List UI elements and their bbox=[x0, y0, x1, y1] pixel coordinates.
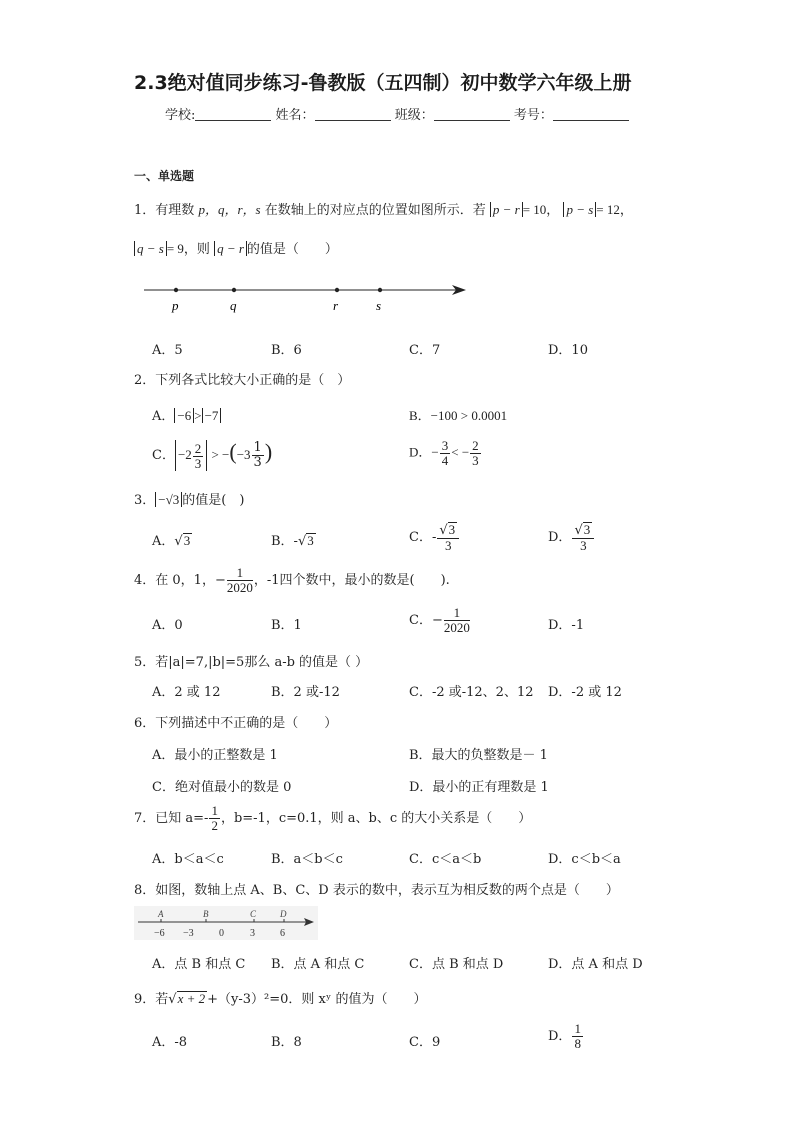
q1-label-p: p bbox=[172, 298, 179, 313]
q9-d-den: 8 bbox=[574, 1036, 581, 1051]
name-blank[interactable] bbox=[315, 108, 391, 121]
q9-text-pre: 9．若 bbox=[134, 992, 169, 1007]
q3-c-frac bbox=[437, 522, 459, 553]
q2-d-den: 4 bbox=[441, 453, 449, 468]
q7-option-b[interactable]: B．a＜b＜c bbox=[271, 852, 343, 867]
q3-b-prefix: B．- bbox=[271, 534, 298, 549]
q9-radicand: x + 2 bbox=[177, 991, 206, 1006]
q8-option-d[interactable]: D．点 A 和点 D bbox=[548, 957, 643, 972]
q2-a-abs2: −7 bbox=[202, 408, 222, 423]
q2-c-int: −2 bbox=[177, 447, 192, 462]
q3-c-den: 3 bbox=[444, 538, 452, 553]
q7-option-d[interactable]: D．c＜b＜a bbox=[548, 852, 621, 867]
q2-d-frac1 bbox=[440, 439, 451, 468]
q1-label-r: r bbox=[333, 298, 339, 313]
q2-a-abs1: −6 bbox=[174, 408, 194, 423]
number-blank[interactable] bbox=[553, 108, 629, 121]
class-blank[interactable] bbox=[434, 108, 510, 121]
q7-text-post: ，b=-1，c=0.1，则 a、b、c 的大小关系是（ ） bbox=[220, 811, 532, 826]
q3-a-val: 3 bbox=[183, 533, 191, 548]
q1-abs-qr: q − r bbox=[214, 241, 247, 256]
q3-ask: 的值是( ) bbox=[182, 493, 245, 508]
q3-b-radical: √ bbox=[297, 534, 307, 549]
q5-option-a[interactable]: A．2 或 12 bbox=[152, 685, 221, 700]
q1-option-c[interactable]: C．7 bbox=[409, 343, 441, 358]
school-label: 学校: bbox=[165, 108, 196, 123]
q5-option-c[interactable]: C．-2 或-12、2、12 bbox=[409, 685, 534, 700]
q2-c-prefix: C． bbox=[152, 448, 175, 463]
q3-c-prefix: C．- bbox=[409, 530, 437, 545]
q5-option-b[interactable]: B．2 或-12 bbox=[271, 685, 340, 700]
q3-option-b[interactable] bbox=[271, 530, 316, 549]
question-6: 6．下列描述中不正确的是（ ） bbox=[134, 716, 338, 731]
q7-den: 2 bbox=[211, 818, 218, 833]
q8-option-c[interactable]: C．点 B 和点 D bbox=[409, 957, 504, 972]
question-8: 8．如图，数轴上点 A、B、C、D 表示的数中，表示互为相反数的两个点是（ ） bbox=[134, 883, 619, 898]
q1-label-s: s bbox=[376, 298, 382, 313]
q3-c-num-wrap bbox=[437, 522, 459, 539]
q9-option-c[interactable]: C．9 bbox=[409, 1035, 441, 1050]
question-3 bbox=[134, 489, 244, 508]
q8-tick-label-neg6: −6 bbox=[154, 928, 165, 939]
q7-option-c[interactable]: C．c＜a＜b bbox=[409, 852, 482, 867]
class-label: 班级： bbox=[394, 108, 434, 123]
q2-d-prefix: D．− bbox=[409, 444, 439, 460]
q6-option-c[interactable]: C．绝对值最小的数是 0 bbox=[152, 780, 292, 795]
q6-option-a[interactable]: A．最小的正整数是 1 bbox=[152, 748, 278, 763]
name-label: 姓名： bbox=[275, 108, 315, 123]
q1-number: 1． bbox=[134, 203, 156, 218]
q8-label-d: D bbox=[280, 909, 287, 919]
q2-a-prefix: A． bbox=[152, 409, 175, 424]
q2-c-frac2 bbox=[252, 441, 264, 470]
q2-c-den2: 3 bbox=[253, 455, 262, 470]
q1-point-p bbox=[174, 288, 178, 292]
q1-point-r bbox=[335, 288, 339, 292]
q4-text-post: ，-1四个数中，最小的数是( ). bbox=[253, 573, 450, 588]
q1-vars: p，q，r，s bbox=[198, 202, 261, 217]
q4-num: 1 bbox=[227, 566, 253, 581]
q9-option-a[interactable]: A．-8 bbox=[152, 1035, 188, 1050]
q4-c-num: 1 bbox=[444, 606, 470, 621]
q3-option-d[interactable] bbox=[548, 522, 595, 553]
q9-radical: √ bbox=[168, 992, 177, 1007]
q9-d-num: 1 bbox=[574, 1021, 581, 1036]
question-4 bbox=[134, 566, 450, 595]
q1-option-b[interactable]: B．6 bbox=[271, 343, 302, 358]
question-7 bbox=[134, 804, 531, 833]
q3-c-num: 3 bbox=[448, 522, 456, 537]
q3-number: 3． bbox=[134, 493, 156, 508]
q2-c-paren-close: ) bbox=[264, 439, 273, 464]
q4-option-c[interactable] bbox=[409, 606, 471, 635]
q1-val-9: = 9，则 bbox=[166, 241, 210, 256]
q1-abs-qs: q − s bbox=[134, 241, 167, 256]
page-title: 2.3绝对值同步练习-鲁教版（五四制）初中数学六年级上册 bbox=[134, 72, 632, 94]
q9-d-prefix: D． bbox=[548, 1029, 572, 1044]
q2-c-frac bbox=[193, 442, 204, 471]
q3-d-prefix: D． bbox=[548, 530, 572, 545]
q8-option-a[interactable]: A．点 B 和点 C bbox=[152, 957, 246, 972]
q1-ask: 的值是（ ） bbox=[246, 242, 338, 257]
q6-option-b[interactable]: B．最大的负整数是－ 1 bbox=[409, 748, 548, 763]
q3-option-a[interactable] bbox=[152, 530, 192, 549]
q8-label-c: C bbox=[250, 909, 257, 919]
q3-d-num: 3 bbox=[583, 522, 591, 537]
number-label: 考号： bbox=[513, 108, 553, 123]
q8-label-b: B bbox=[203, 909, 209, 919]
q9-text-post: +（y-3）²=0．则 xʸ 的值为（ ） bbox=[207, 992, 427, 1007]
q1-point-s bbox=[378, 288, 382, 292]
question-1-line1 bbox=[134, 199, 633, 218]
student-info-line bbox=[165, 104, 629, 123]
q8-tick-label-neg3: −3 bbox=[183, 928, 194, 939]
q1-label-q: q bbox=[230, 298, 237, 313]
q3-abs: −√3 bbox=[155, 492, 182, 507]
q1-abs-pr: p − r bbox=[490, 202, 523, 217]
q1-point-q bbox=[232, 288, 236, 292]
question-9 bbox=[134, 988, 427, 1007]
q3-a-radical: √ bbox=[174, 534, 183, 549]
q5-option-d[interactable]: D．-2 或 12 bbox=[548, 685, 622, 700]
question-1-line2 bbox=[134, 238, 338, 257]
q2-option-b[interactable]: B．−100 > 0.0001 bbox=[409, 408, 508, 423]
q3-d-num-wrap bbox=[572, 522, 594, 539]
q2-option-d[interactable] bbox=[409, 439, 482, 468]
q2-c-num: 2 bbox=[194, 440, 202, 456]
q9-option-b[interactable]: B．8 bbox=[271, 1035, 302, 1050]
q2-c-num2: 1 bbox=[253, 440, 262, 455]
q7-frac bbox=[209, 804, 220, 833]
school-blank[interactable] bbox=[195, 108, 271, 121]
q4-c-prefix: C．− bbox=[409, 613, 443, 628]
q3-b-val: 3 bbox=[307, 533, 314, 548]
q8-label-a: A bbox=[158, 909, 164, 919]
q2-c-paren-open: ( bbox=[229, 439, 237, 464]
q2-d-num: 3 bbox=[441, 438, 449, 453]
q2-c-int2: −3 bbox=[236, 447, 251, 462]
q8-tick-label-3: 3 bbox=[250, 928, 255, 939]
q3-d-radical: √ bbox=[574, 523, 583, 538]
q4-option-b[interactable]: B．1 bbox=[271, 618, 302, 633]
q2-d-den2: 3 bbox=[472, 453, 479, 468]
q4-c-den: 2020 bbox=[443, 620, 470, 635]
q1-option-a[interactable]: A．5 bbox=[152, 343, 183, 358]
question-5: 5．若|a|=7,|b|=5那么 a-b 的值是（ ） bbox=[134, 655, 369, 670]
q1-text: 有理数 bbox=[155, 203, 195, 218]
q3-a-prefix: A． bbox=[152, 534, 175, 549]
q1-val-10: = 10， bbox=[522, 202, 560, 217]
q1-number-line bbox=[140, 278, 470, 318]
q2-d-num2: 2 bbox=[472, 438, 479, 453]
question-2: 2．下列各式比较大小正确的是（ ） bbox=[134, 373, 351, 388]
q4-option-d[interactable]: D．-1 bbox=[548, 618, 585, 633]
q2-a-op: > bbox=[194, 408, 202, 423]
q8-tick-label-0: 0 bbox=[219, 928, 224, 939]
q2-option-a[interactable] bbox=[152, 405, 221, 424]
q4-c-frac bbox=[444, 606, 470, 635]
q3-d-den: 3 bbox=[580, 538, 587, 553]
q3-c-radical: √ bbox=[439, 523, 448, 538]
q2-c-den: 3 bbox=[194, 455, 202, 471]
q8-tick-label-6: 6 bbox=[280, 928, 285, 939]
q1-text2: 在数轴上的对应点的位置如图所示．若 bbox=[264, 203, 486, 218]
q2-d-op: < − bbox=[451, 444, 470, 460]
q3-d-frac bbox=[572, 522, 594, 553]
q7-num: 1 bbox=[211, 803, 218, 818]
q4-den: 2020 bbox=[226, 580, 253, 595]
q1-val-12: = 12， bbox=[596, 202, 633, 217]
q7-option-a[interactable]: A．b＜a＜c bbox=[152, 852, 224, 867]
q7-text-pre: 7．已知 a=- bbox=[134, 811, 209, 826]
q4-option-a[interactable]: A．0 bbox=[152, 618, 183, 633]
q2-option-c[interactable] bbox=[152, 439, 272, 471]
q6-option-d[interactable]: D．最小的正有理数是 1 bbox=[409, 780, 549, 795]
q1-option-d[interactable]: D．10 bbox=[548, 343, 588, 358]
q2-c-abs bbox=[175, 440, 207, 471]
q9-option-d[interactable] bbox=[548, 1022, 584, 1051]
q8-option-b[interactable]: B．点 A 和点 C bbox=[271, 957, 365, 972]
q2-c-op: > − bbox=[211, 447, 230, 462]
q8-number-line bbox=[134, 906, 318, 940]
section-heading: 一、单选题 bbox=[134, 169, 195, 183]
q1-abs-ps: p − s bbox=[563, 202, 596, 217]
q4-text-pre: 4．在 0，1，− bbox=[134, 573, 226, 588]
q9-d-frac bbox=[572, 1022, 583, 1051]
q2-d-frac2 bbox=[470, 439, 481, 468]
q4-frac bbox=[227, 566, 253, 595]
q3-option-c[interactable] bbox=[409, 522, 460, 553]
